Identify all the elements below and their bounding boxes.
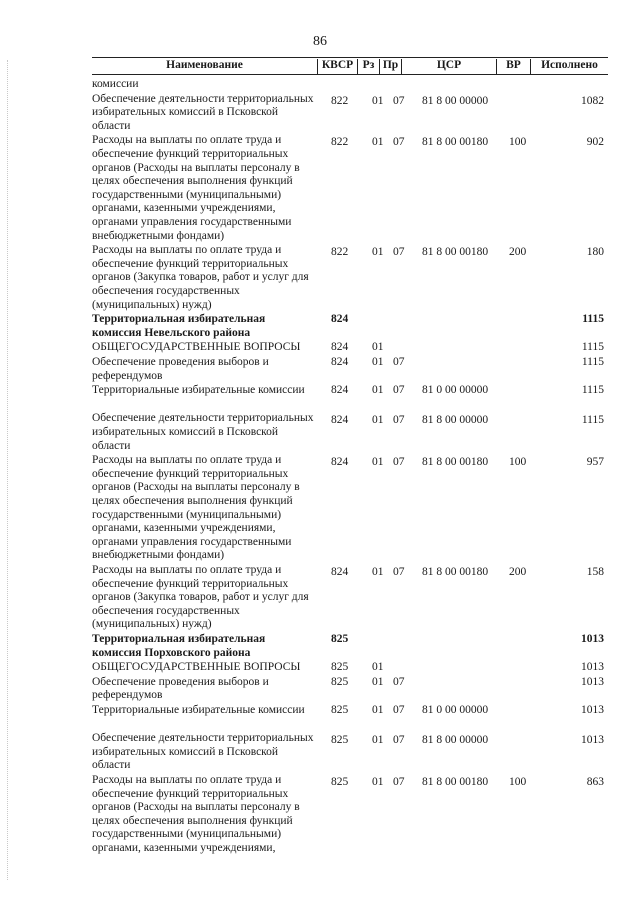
cell-pr: 07	[393, 136, 405, 149]
cell-pr: 07	[393, 776, 405, 788]
cell-rz: 01	[372, 661, 384, 674]
cell-name: Расходы на выплаты по оплате труда и обеспечение функций территориальных органов (Расходы на выплаты персоналу в целях обеспечения выполнения функций государственными (муниципальными) органами, казенными учреждениями,	[92, 774, 300, 854]
cell-csr: 81 8 00 00180	[422, 566, 489, 578]
cell-csr: 81 0 00 00000	[422, 384, 489, 397]
cell-ispol: 1115	[581, 341, 604, 354]
cell-kvsr: 822	[331, 136, 349, 149]
cell-ispol: 180	[586, 246, 604, 259]
cell-csr: 81 8 00 00180	[422, 456, 489, 469]
header-vr: ВР	[506, 59, 521, 71]
table-header	[92, 57, 608, 75]
cell-name: Территориальные избирательные комиссии	[92, 704, 305, 716]
cell-kvsr: 822	[331, 94, 349, 107]
cell-name: Расходы на выплаты по оплате труда и обеспечение функций территориальных органов (Расходы на выплаты персоналу в целях обеспечения выполнения функций государственными (муниципальными) органами, казенными учреждениями, органами управления государственными внебюджетными фондами)	[92, 134, 300, 242]
cell-vr: 200	[509, 246, 527, 259]
cell-name: Обеспечение деятельности территориальных избирательных комиссий в Псковской области	[92, 732, 314, 772]
cell-rz: 01	[372, 246, 384, 259]
cell-ispol: 1013	[581, 704, 604, 716]
cell-kvsr: 822	[331, 246, 349, 259]
cell-pr: 07	[393, 246, 405, 259]
cell-ispol: 1082	[581, 94, 604, 107]
scan-edge-line	[7, 60, 8, 880]
cell-ispol: 158	[586, 566, 604, 578]
cell-rz: 01	[372, 414, 384, 427]
cell-csr: 81 8 00 00180	[422, 136, 489, 149]
cell-name: комиссии	[92, 78, 139, 90]
cell-kvsr: 825	[331, 734, 349, 747]
header-csr: ЦСР	[436, 59, 462, 71]
cell-kvsr: 824	[331, 356, 349, 368]
header-pr: Пр	[382, 59, 399, 71]
cell-name: Расходы на выплаты по оплате труда и обеспечение функций территориальных органов (Закупка товаров, работ и услуг для обеспечения государственных (муниципальных) нужд)	[92, 564, 309, 631]
cell-ispol: 1013	[581, 675, 604, 688]
cell-ispol: 1013	[581, 661, 604, 674]
cell-rz: 01	[372, 776, 384, 788]
cell-pr: 07	[393, 566, 405, 578]
cell-name: Обеспечение проведения выборов и референдумов	[92, 356, 269, 382]
page-number: 86	[313, 34, 327, 49]
cell-name: Расходы на выплаты по оплате труда и обеспечение функций территориальных органов (Расходы на выплаты персоналу в целях обеспечения выполнения функций государственными (муниципальными) органами, казенными учреждениями, органами управления государственными внебюджетными фондами)	[92, 454, 300, 562]
cell-csr: 81 8 00 00180	[422, 776, 489, 788]
cell-ispol: 1115	[582, 313, 604, 326]
cell-name: Территориальная избирательная комиссия Невельского района	[92, 313, 266, 339]
cell-kvsr: 825	[331, 704, 349, 716]
cell-kvsr: 825	[331, 675, 349, 688]
cell-name: Обеспечение проведения выборов и референдумов	[92, 675, 269, 702]
cell-kvsr: 825	[331, 776, 349, 788]
cell-kvsr: 824	[331, 313, 349, 326]
cell-name: Расходы на выплаты по оплате труда и обеспечение функций территориальных органов (Закупка товаров, работ и услуг для обеспечения государственных (муниципальных) нужд)	[92, 244, 309, 311]
cell-rz: 01	[372, 734, 384, 747]
cell-name: Территориальные избирательные комиссии	[92, 384, 305, 397]
cell-pr: 07	[393, 356, 405, 368]
cell-vr: 100	[509, 136, 527, 149]
cell-rz: 01	[372, 384, 384, 397]
header-kvsr: КВСР	[321, 59, 354, 71]
header-ispol: Исполнено	[541, 59, 598, 71]
cell-ispol: 1115	[581, 384, 604, 397]
cell-name: Территориальная избирательная комиссия Порховского района	[92, 633, 266, 659]
cell-name: ОБЩЕГОСУДАРСТВЕННЫЕ ВОПРОСЫ	[92, 341, 301, 354]
cell-kvsr: 824	[331, 414, 349, 427]
header-rz: Рз	[362, 59, 375, 71]
cell-rz: 01	[372, 136, 384, 149]
cell-ispol: 957	[586, 456, 604, 469]
cell-kvsr: 824	[331, 566, 349, 578]
cell-pr: 07	[393, 704, 405, 716]
cell-ispol: 1115	[581, 414, 604, 427]
cell-kvsr: 824	[331, 341, 349, 354]
cell-rz: 01	[372, 356, 384, 368]
cell-kvsr: 824	[331, 384, 349, 397]
cell-name: ОБЩЕГОСУДАРСТВЕННЫЕ ВОПРОСЫ	[92, 661, 301, 674]
cell-kvsr: 825	[331, 633, 349, 645]
cell-ispol: 1013	[581, 734, 604, 747]
cell-kvsr: 824	[331, 456, 349, 469]
cell-csr: 81 8 00 00000	[422, 414, 489, 427]
cell-vr: 200	[509, 566, 527, 578]
cell-pr: 07	[393, 94, 405, 107]
cell-vr: 100	[509, 776, 527, 788]
cell-vr: 100	[509, 456, 527, 469]
cell-ispol: 1115	[581, 356, 604, 368]
cell-pr: 07	[393, 456, 405, 469]
cell-rz: 01	[372, 675, 384, 688]
cell-pr: 07	[393, 734, 405, 747]
cell-rz: 01	[372, 341, 384, 354]
cell-pr: 07	[393, 414, 405, 427]
cell-rz: 01	[372, 566, 384, 578]
cell-name: Обеспечение деятельности территориальных избирательных комиссий в Псковской области	[92, 92, 314, 132]
cell-kvsr: 825	[331, 661, 349, 674]
cell-pr: 07	[393, 675, 405, 688]
cell-csr: 81 0 00 00000	[422, 704, 489, 716]
cell-ispol: 1013	[581, 633, 604, 645]
header-name: Наименование	[166, 59, 243, 71]
cell-rz: 01	[372, 456, 384, 469]
cell-ispol: 863	[586, 776, 604, 788]
cell-csr: 81 8 00 00000	[422, 94, 489, 107]
cell-ispol: 902	[586, 136, 604, 149]
cell-rz: 01	[372, 704, 384, 716]
cell-csr: 81 8 00 00180	[422, 246, 489, 259]
cell-csr: 81 8 00 00000	[422, 734, 489, 747]
cell-name: Обеспечение деятельности территориальных избирательных комиссий в Псковской области	[92, 412, 314, 452]
cell-pr: 07	[393, 384, 405, 397]
cell-rz: 01	[372, 94, 384, 107]
